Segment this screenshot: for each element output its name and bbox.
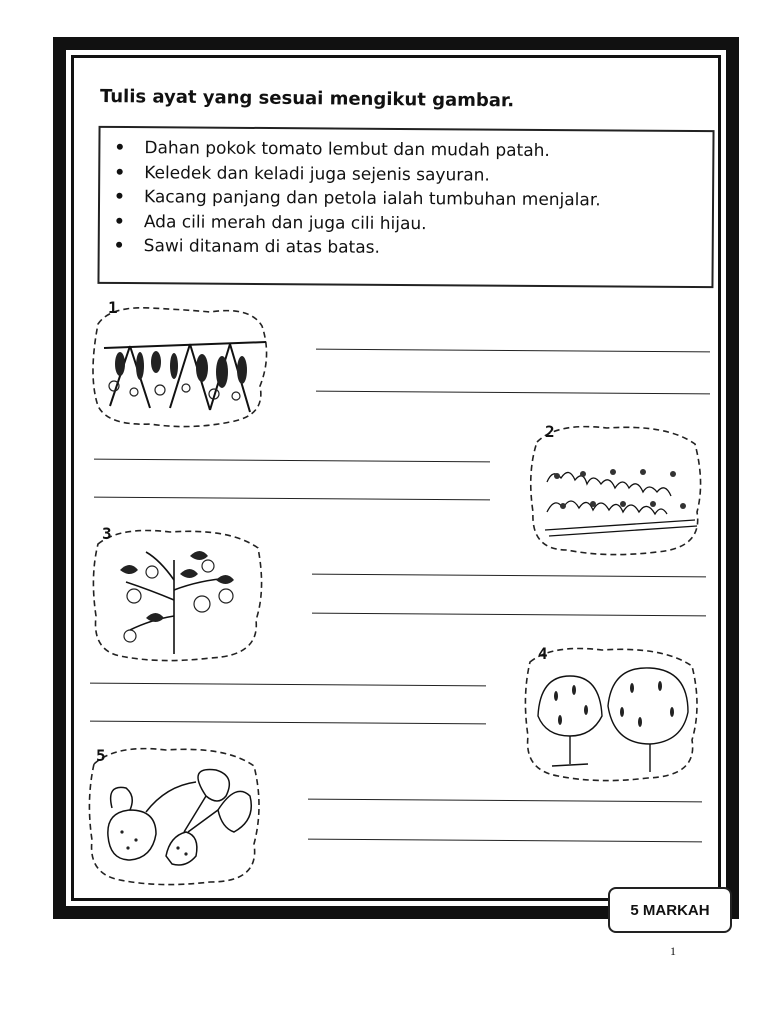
picture-5 [86,736,264,886]
picture-3 [90,520,266,662]
picture-number-3: 3 [102,524,112,543]
picture-number-4: 4 [538,644,548,663]
sentence-text: Keledek dan keladi juga sejenis sayuran. [144,162,490,186]
picture-number-1: 1 [108,298,118,317]
sentence-bank [97,126,714,288]
sentence-text: Kacang panjang dan petola ialah tumbuhan menjalar. [143,187,601,211]
bullet-icon: • [113,186,126,208]
chili-bush-icon [522,636,702,782]
bullet-icon: • [113,211,125,232]
instruction-title: Tulis ayat yang sesuai mengikut gambar. [99,86,515,112]
picture-number-2: 2 [545,422,555,441]
tomato-plant-icon [90,520,266,662]
marks-badge: 5 MARKAH [608,887,732,933]
sentence-text: Ada cili merah dan juga cili hijau. [143,211,427,234]
bullet-icon: • [114,137,126,159]
sentence-text: Sawi ditanam di atas batas. [143,236,381,258]
page-number: 1 [670,944,676,958]
bullet-icon: • [113,235,125,257]
sentence-item [113,234,712,262]
picture-number-5: 5 [96,746,106,765]
tuber-vegetables-icon [86,736,264,886]
sentence-text: Dahan pokok tomato lembut dan mudah patah. [144,138,550,162]
picture-4 [522,636,702,782]
bullet-icon: • [114,162,126,183]
